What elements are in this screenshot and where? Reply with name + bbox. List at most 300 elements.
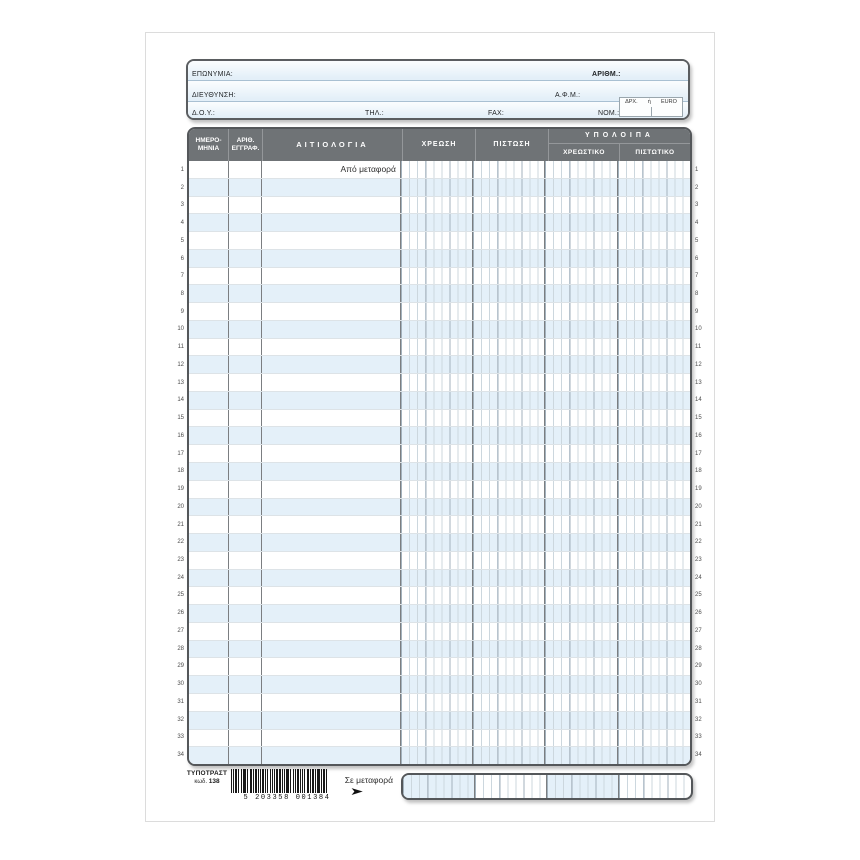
- table-row: [189, 694, 690, 712]
- table-cell: [473, 623, 545, 640]
- table-cell: [229, 587, 263, 604]
- table-body: [189, 161, 690, 764]
- col-date-line1: ΗΜΕΡΟ-: [195, 137, 222, 144]
- table-cell: [618, 356, 690, 373]
- table-cell: [545, 285, 617, 302]
- carry-debit-cell: [403, 775, 475, 798]
- table-cell: [618, 730, 690, 747]
- table-cell: [618, 268, 690, 285]
- row-number: 19: [695, 486, 702, 493]
- table-row: [189, 321, 690, 339]
- table-cell: [262, 676, 401, 693]
- table-cell: [473, 179, 545, 196]
- row-number: 4: [180, 220, 184, 227]
- table-cell: [189, 303, 229, 320]
- table-row: [189, 392, 690, 410]
- table-cell: [189, 658, 229, 675]
- table-cell: [473, 445, 545, 462]
- table-cell: [229, 321, 263, 338]
- table-cell: [473, 747, 545, 764]
- table-cell: [189, 197, 229, 214]
- col-date-line2: ΜΗΝΙΑ: [197, 145, 220, 152]
- table-cell: [473, 303, 545, 320]
- table-cell: [262, 285, 401, 302]
- table-cell: [189, 321, 229, 338]
- table-cell: [262, 747, 401, 764]
- table-cell: [473, 730, 545, 747]
- table-cell: [618, 392, 690, 409]
- row-number: 11: [177, 344, 184, 351]
- barcode: [231, 769, 343, 802]
- col-balances-header: [549, 129, 690, 161]
- table-cell: [229, 392, 263, 409]
- row-number-column-right: [695, 161, 705, 764]
- currency-label: ΝΟΜ.:: [598, 110, 620, 117]
- table-cell: [473, 339, 545, 356]
- address-field: [188, 81, 688, 102]
- table-cell: [229, 374, 263, 391]
- table-cell: [401, 481, 473, 498]
- table-row: [189, 481, 690, 499]
- row-number: 11: [695, 344, 702, 351]
- table-cell: [262, 534, 401, 551]
- table-cell: [401, 499, 473, 516]
- row-number: 33: [177, 734, 184, 741]
- carry-forward-label: Σε μεταφορά: [344, 775, 393, 785]
- row-number: 32: [695, 716, 702, 723]
- table-cell: [189, 641, 229, 658]
- table-cell: [262, 427, 401, 444]
- table-cell: [262, 232, 401, 249]
- row-number: 31: [695, 698, 702, 705]
- table-cell: [401, 445, 473, 462]
- col-debit-header: ΧΡΕΩΣΗ: [403, 129, 476, 161]
- table-row: [189, 197, 690, 215]
- table-cell: [618, 339, 690, 356]
- table-cell: [618, 623, 690, 640]
- table-cell: [262, 516, 401, 533]
- table-cell: [545, 374, 617, 391]
- table-cell: [618, 534, 690, 551]
- col-credit-header: ΠΙΣΤΩΣΗ: [476, 129, 549, 161]
- table-cell: [401, 197, 473, 214]
- table-cell: [473, 392, 545, 409]
- form-sheet: [145, 32, 715, 822]
- table-cell: [545, 676, 617, 693]
- table-cell: [229, 214, 263, 231]
- table-cell: [229, 552, 263, 569]
- row-number: 29: [177, 663, 184, 670]
- table-cell: [262, 179, 401, 196]
- table-cell: [473, 694, 545, 711]
- phone-label: ΤΗΛ.:: [365, 110, 384, 117]
- row-number: 26: [695, 610, 702, 617]
- row-number: 9: [695, 308, 699, 315]
- table-cell: [545, 303, 617, 320]
- table-cell: [545, 712, 617, 729]
- table-cell: [618, 197, 690, 214]
- table-cell: [229, 285, 263, 302]
- table-cell: [401, 161, 473, 178]
- form-number-label: ΑΡΙΘΜ.:: [592, 71, 621, 78]
- table-cell: [618, 285, 690, 302]
- row-number: 27: [695, 627, 702, 634]
- table-cell: [618, 410, 690, 427]
- table-row: [189, 463, 690, 481]
- table-cell: [401, 534, 473, 551]
- table-cell: [401, 730, 473, 747]
- balances-group-label: ΥΠΟΛΟΙΠΑ: [549, 129, 690, 144]
- row-number: 12: [177, 361, 184, 368]
- row-number: 31: [177, 698, 184, 705]
- table-cell: [545, 392, 617, 409]
- printer-code-number: 138: [208, 778, 220, 785]
- table-cell: [262, 694, 401, 711]
- table-cell: [473, 356, 545, 373]
- table-cell: [545, 445, 617, 462]
- row-number: 22: [695, 539, 702, 546]
- table-cell: [189, 250, 229, 267]
- table-cell: [262, 481, 401, 498]
- table-cell: [545, 179, 617, 196]
- table-cell: [229, 712, 263, 729]
- table-cell: [262, 356, 401, 373]
- row-number: 21: [695, 521, 702, 528]
- table-cell: [545, 658, 617, 675]
- table-header: [189, 129, 690, 161]
- table-cell: [262, 730, 401, 747]
- table-row: [189, 250, 690, 268]
- row-number: 3: [695, 202, 699, 209]
- row-number: 2: [180, 184, 184, 191]
- table-cell: [189, 232, 229, 249]
- table-cell: [545, 481, 617, 498]
- col-entry-line1: ΑΡΙΘ.: [236, 137, 255, 144]
- row-number: 7: [180, 273, 184, 280]
- table-cell: [189, 481, 229, 498]
- row-number: 7: [695, 273, 699, 280]
- table-cell: [229, 268, 263, 285]
- table-cell: [545, 356, 617, 373]
- row-number: 14: [695, 397, 702, 404]
- table-cell: [401, 392, 473, 409]
- row-number: 10: [177, 326, 184, 333]
- table-cell: [545, 570, 617, 587]
- table-cell: [545, 463, 617, 480]
- row-number: 33: [695, 734, 702, 741]
- row-number: 12: [695, 361, 702, 368]
- row-number: 22: [177, 539, 184, 546]
- row-number: 8: [180, 291, 184, 297]
- row-number: 17: [695, 450, 702, 457]
- table-cell: [401, 570, 473, 587]
- table-cell: [401, 356, 473, 373]
- printer-name: ΤΥΠΟΤΡΑΣΤ: [186, 770, 228, 777]
- table-cell: [262, 499, 401, 516]
- table-row: [189, 427, 690, 445]
- table-row: [189, 552, 690, 570]
- form-header-box: [186, 59, 690, 120]
- row-number: 28: [177, 645, 184, 652]
- table-cell: [473, 605, 545, 622]
- table-cell: [545, 161, 617, 178]
- currency-box: [619, 97, 683, 117]
- table-cell: [189, 463, 229, 480]
- row-number: 6: [695, 255, 699, 262]
- table-cell: [473, 374, 545, 391]
- table-row: [189, 285, 690, 303]
- table-cell: [262, 303, 401, 320]
- table-cell: [473, 481, 545, 498]
- row-number: 34: [177, 752, 184, 759]
- table-cell: [473, 321, 545, 338]
- table-cell: [618, 179, 690, 196]
- table-cell: [189, 392, 229, 409]
- table-cell: [473, 250, 545, 267]
- table-cell: [401, 214, 473, 231]
- row-number: 27: [177, 627, 184, 634]
- table-cell: [618, 641, 690, 658]
- table-cell: [262, 410, 401, 427]
- table-cell: [262, 392, 401, 409]
- table-cell: [618, 481, 690, 498]
- table-row: [189, 499, 690, 517]
- table-cell: [545, 499, 617, 516]
- table-cell: [229, 463, 263, 480]
- table-cell: [189, 747, 229, 764]
- row-number: 23: [695, 557, 702, 564]
- table-cell: [545, 232, 617, 249]
- table-cell: [545, 747, 617, 764]
- table-cell: [618, 712, 690, 729]
- table-row: [189, 730, 690, 748]
- table-cell: [189, 730, 229, 747]
- table-cell: [262, 268, 401, 285]
- table-row: [189, 605, 690, 623]
- row-number: 17: [177, 450, 184, 457]
- table-row: [189, 232, 690, 250]
- table-cell: [229, 339, 263, 356]
- table-cell: [618, 747, 690, 764]
- table-cell: [473, 285, 545, 302]
- table-cell: [545, 552, 617, 569]
- table-row: [189, 339, 690, 357]
- table-cell: [401, 303, 473, 320]
- printer-code: [186, 778, 228, 785]
- table-cell: [262, 623, 401, 640]
- table-cell: [229, 250, 263, 267]
- row-number: 15: [695, 415, 702, 422]
- table-cell: [401, 712, 473, 729]
- carry-credit-cell: [475, 775, 547, 798]
- table-row: [189, 534, 690, 552]
- table-cell: [545, 641, 617, 658]
- table-cell: [262, 712, 401, 729]
- table-cell: [229, 730, 263, 747]
- row-number: 3: [180, 202, 184, 209]
- table-row: [189, 179, 690, 197]
- drachma-label: ΔΡΧ.: [625, 99, 638, 105]
- table-cell: [545, 427, 617, 444]
- table-cell: [401, 268, 473, 285]
- table-cell: [189, 587, 229, 604]
- table-row: [189, 410, 690, 428]
- company-label: ΕΠΩΝΥΜΙΑ:: [192, 71, 233, 78]
- table-cell: [545, 623, 617, 640]
- table-cell: [189, 712, 229, 729]
- table-cell: [473, 499, 545, 516]
- table-cell: [473, 570, 545, 587]
- row-number: 10: [695, 326, 702, 333]
- table-cell: [618, 658, 690, 675]
- table-row: [189, 587, 690, 605]
- table-cell: [618, 232, 690, 249]
- table-cell: [229, 427, 263, 444]
- table-cell: [229, 605, 263, 622]
- table-cell: [262, 587, 401, 604]
- table-cell: [262, 321, 401, 338]
- barcode-bars: [231, 769, 343, 793]
- table-cell: [618, 427, 690, 444]
- table-cell: [473, 552, 545, 569]
- table-cell: [473, 268, 545, 285]
- table-row: [189, 445, 690, 463]
- table-cell: [545, 605, 617, 622]
- table-cell: [473, 161, 545, 178]
- row-number: 24: [695, 574, 702, 581]
- table-cell: [401, 587, 473, 604]
- row-number: 8: [695, 291, 699, 297]
- carry-balance-credit-cell: [619, 775, 691, 798]
- table-cell: [189, 214, 229, 231]
- row-number: 32: [177, 716, 184, 723]
- row-number: 13: [695, 379, 702, 386]
- table-row: [189, 374, 690, 392]
- col-description-header: ΑΙΤΙΟΛΟΓΙΑ: [263, 129, 403, 161]
- row-number: 5: [180, 237, 184, 244]
- table-cell: [229, 179, 263, 196]
- table-row: [189, 641, 690, 659]
- table-cell: [545, 410, 617, 427]
- row-number: 29: [695, 663, 702, 670]
- row-number: 2: [695, 184, 699, 191]
- table-cell: [618, 587, 690, 604]
- table-row: [189, 570, 690, 588]
- table-row: [189, 516, 690, 534]
- row-number: 34: [695, 752, 702, 759]
- table-cell: [262, 250, 401, 267]
- table-cell: [229, 356, 263, 373]
- table-cell: [401, 516, 473, 533]
- printer-code-label: κωδ.: [194, 779, 208, 785]
- tax-office-field: [188, 99, 688, 119]
- table-cell: [262, 214, 401, 231]
- table-cell: [229, 747, 263, 764]
- table-cell: [229, 516, 263, 533]
- table-cell: [473, 197, 545, 214]
- row-number: 21: [177, 521, 184, 528]
- table-row: [189, 268, 690, 286]
- table-cell: [189, 499, 229, 516]
- carried-forward-text: Από μεταφορά: [262, 161, 401, 178]
- table-cell: [229, 676, 263, 693]
- row-number: 26: [177, 610, 184, 617]
- row-number: 24: [177, 574, 184, 581]
- table-cell: [189, 161, 229, 178]
- table-cell: [401, 605, 473, 622]
- table-cell: [189, 179, 229, 196]
- table-cell: [229, 232, 263, 249]
- euro-label: EURO: [661, 99, 677, 105]
- table-cell: [473, 214, 545, 231]
- table-cell: [473, 534, 545, 551]
- row-number: 9: [180, 308, 184, 315]
- row-number: 28: [695, 645, 702, 652]
- col-date-header: [189, 129, 229, 161]
- printer-brand: [186, 770, 228, 785]
- row-number: 15: [177, 415, 184, 422]
- table-cell: [618, 463, 690, 480]
- barcode-digits: 5 203358 001384: [243, 794, 331, 802]
- row-number: 20: [177, 503, 184, 510]
- table-cell: [473, 427, 545, 444]
- table-cell: [229, 694, 263, 711]
- table-cell: [401, 641, 473, 658]
- table-cell: [401, 179, 473, 196]
- table-cell: [618, 605, 690, 622]
- table-cell: [401, 285, 473, 302]
- row-number: 18: [695, 468, 702, 475]
- table-cell: [262, 552, 401, 569]
- row-number: 13: [177, 379, 184, 386]
- table-cell: [618, 552, 690, 569]
- table-cell: [262, 445, 401, 462]
- table-cell: [401, 410, 473, 427]
- table-cell: [618, 303, 690, 320]
- table-cell: [229, 303, 263, 320]
- table-cell: [189, 570, 229, 587]
- table-row: [189, 658, 690, 676]
- table-cell: [229, 197, 263, 214]
- table-cell: [229, 410, 263, 427]
- row-number: 30: [695, 681, 702, 688]
- table-cell: [229, 445, 263, 462]
- table-cell: [618, 676, 690, 693]
- table-cell: [545, 587, 617, 604]
- table-cell: [189, 268, 229, 285]
- table-cell: [229, 570, 263, 587]
- table-cell: [189, 339, 229, 356]
- table-cell: [189, 427, 229, 444]
- table-cell: [545, 694, 617, 711]
- table-row: [189, 303, 690, 321]
- table-cell: [262, 463, 401, 480]
- table-cell: [189, 356, 229, 373]
- table-cell: [473, 658, 545, 675]
- table-cell: [262, 641, 401, 658]
- table-cell: [618, 214, 690, 231]
- col-balance-credit-header: ΠΙΣΤΩΤΙΚΟ: [635, 148, 675, 156]
- table-cell: [229, 499, 263, 516]
- table-row: [189, 676, 690, 694]
- table-cell: [401, 623, 473, 640]
- company-name-field: [188, 61, 688, 81]
- table-cell: [401, 552, 473, 569]
- table-cell: [401, 250, 473, 267]
- table-cell: [618, 694, 690, 711]
- table-cell: [401, 676, 473, 693]
- table-cell: [189, 285, 229, 302]
